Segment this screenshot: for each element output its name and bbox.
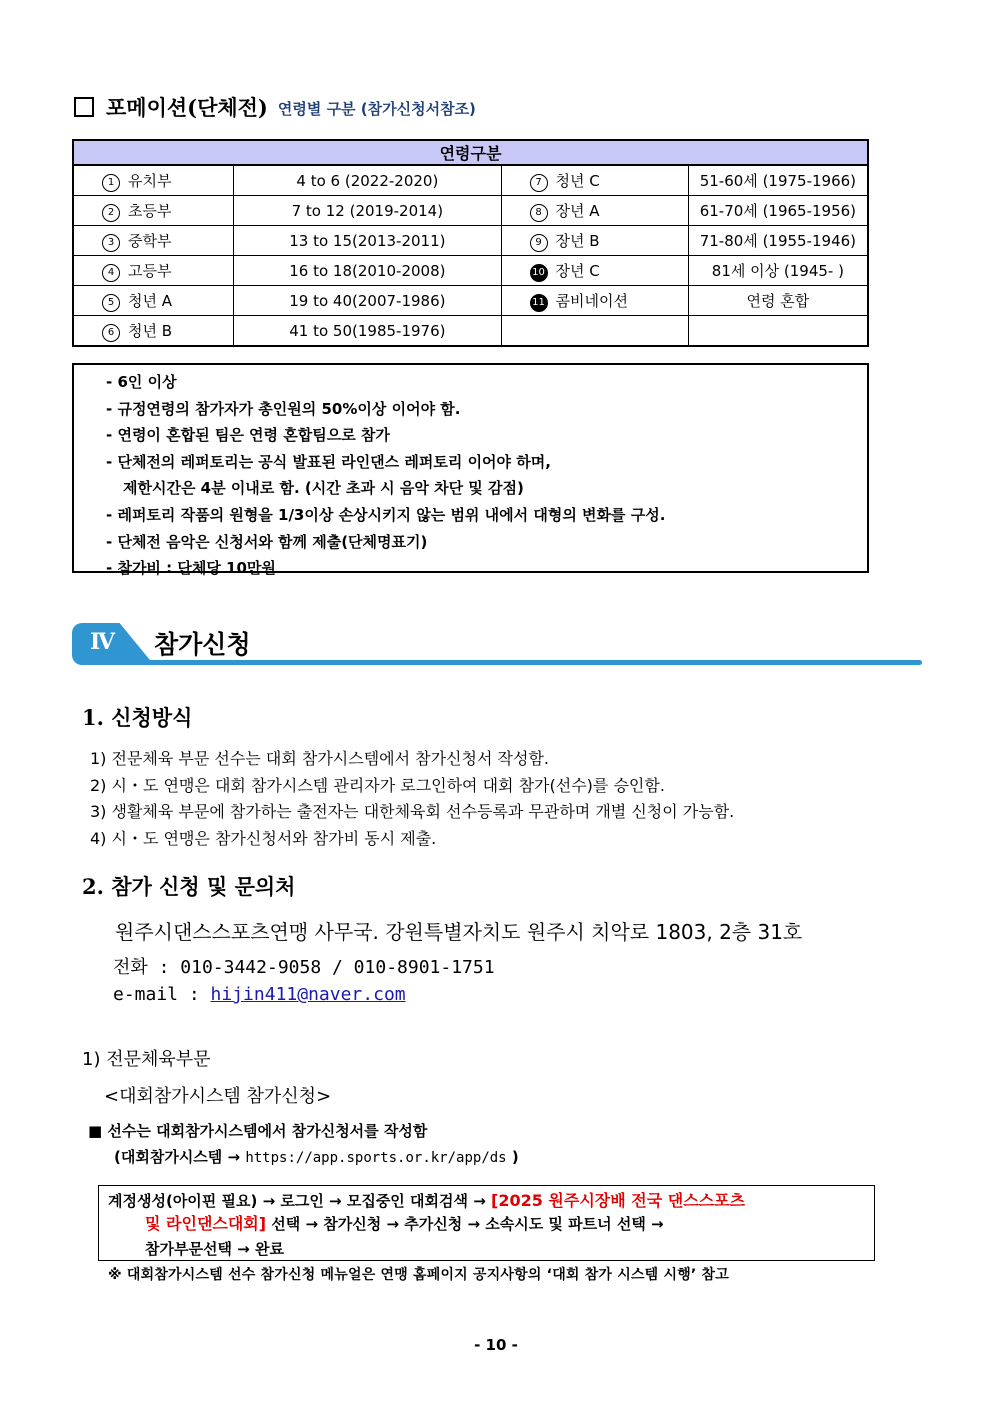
bullet-instruction: ■ 선수는 대회참가시스템에서 참가신청서를 작성함: [88, 1122, 428, 1140]
rule-item: 제한시간은 4분 이내로 함. (시간 초과 시 음악 차단 및 감점): [123, 479, 524, 498]
checkbox-square-icon: [74, 97, 94, 117]
age-range: 연령 혼합: [688, 286, 868, 316]
system-url-line: [114, 1146, 519, 1167]
application-flow-box: [98, 1185, 875, 1261]
table-row: [73, 165, 868, 196]
empty-cell: [688, 316, 868, 347]
age-range: 51-60세 (1975-1966): [688, 165, 868, 196]
circled-number-icon: 4: [102, 264, 120, 282]
age-range: 71-80세 (1955-1946): [688, 226, 868, 256]
age-range: 81세 이상 (1945- ): [688, 256, 868, 286]
section-title: 포메이션(단체전): [106, 95, 268, 120]
email-link[interactable]: hijin411@naver.com: [210, 984, 406, 1005]
flow-steps: 선택 → 참가신청 → 추가신청 → 소속시도 및 파트너 선택 →: [266, 1215, 664, 1233]
list-item: 1) 전문체육 부문 선수는 대회 참가시스템에서 참가신청서 작성함.: [90, 749, 549, 768]
group-name: 유치부: [128, 171, 172, 190]
empty-cell: [501, 316, 688, 347]
flow-line-2: [145, 1211, 664, 1234]
list-item: 4) 시・도 연맹은 참가신청서와 참가비 동시 제출.: [90, 828, 437, 848]
group-name: 청년 B: [128, 321, 173, 340]
system-url-link[interactable]: https://app.sports.or.kr/app/ds: [245, 1150, 507, 1166]
rule-item: - 6인 이상: [106, 373, 177, 391]
chapter-title: 참가신청: [154, 630, 251, 659]
table-row: [73, 286, 868, 316]
page-number: - 10 -: [474, 1336, 518, 1354]
group-name: 콤비네이션: [555, 291, 628, 310]
list-item: 2) 시・도 연맹은 대회 참가시스템 관리자가 로그인하여 대회 참가(선수)를 승인함.: [90, 775, 665, 795]
url-prefix: (대회참가시스템 →: [114, 1148, 246, 1166]
table-row: [73, 196, 868, 226]
age-range: 7 to 12 (2019-2014): [234, 196, 501, 226]
circled-number-icon: 6: [102, 324, 120, 342]
age-range: 19 to 40(2007-1986): [234, 286, 501, 316]
pro-heading: 1) 전문체육부문: [82, 1049, 211, 1070]
rule-item: - 단체전 음악은 신청서와 함께 제출(단체명표기): [106, 532, 428, 551]
rule-item: - 연령이 혼합된 팀은 연령 혼합팀으로 참가: [106, 426, 390, 445]
group-name: 초등부: [128, 201, 172, 220]
circled-number-icon: 11: [530, 294, 548, 312]
age-range: 61-70세 (1965-1956): [688, 196, 868, 226]
age-range: 16 to 18(2010-2008): [234, 256, 501, 286]
event-name: [2025 원주시장배 전국 댄스스포츠: [491, 1191, 746, 1210]
circled-number-icon: 3: [102, 234, 120, 252]
group-name: 장년 B: [555, 231, 600, 250]
section-subtitle: 연령별 구분 (참가신청서참조): [277, 100, 476, 118]
email-label: e-mail :: [113, 984, 211, 1005]
circled-number-icon: 1: [102, 174, 120, 192]
group-name: 장년 C: [555, 261, 600, 280]
list-item: 3) 생활체육 부문에 참가하는 출전자는 대한체육회 선수등록과 무관하며 개별 신청이 가능함.: [90, 802, 735, 821]
circled-number-icon: 5: [102, 294, 120, 312]
method-list: [90, 746, 734, 852]
chapter-banner: [72, 623, 922, 667]
url-suffix: ): [506, 1148, 519, 1166]
flow-line-1: [108, 1188, 745, 1211]
inquiry-heading: 2. 참가 신청 및 문의처: [82, 874, 296, 899]
group-name: 청년 A: [128, 291, 173, 310]
table-header: 연령구분: [73, 140, 868, 165]
group-name: 중학부: [128, 231, 172, 250]
email-line: [113, 984, 406, 1005]
event-name-cont: 및 라인댄스대회]: [145, 1214, 267, 1233]
rule-item: - 레퍼토리 작품의 원형을 1/3이상 손상시키지 않는 범위 내에서 대형의 변화를 구성.: [106, 505, 666, 524]
age-range: 41 to 50(1985-1976): [234, 316, 501, 347]
flow-line-3: 참가부문선택 → 완료: [145, 1240, 284, 1258]
circled-number-icon: 2: [102, 204, 120, 222]
section-heading: [74, 92, 476, 122]
rule-item: - 규정연령의 참가자가 총인원의 50%이상 이어야 함.: [106, 399, 461, 418]
table-row: [73, 226, 868, 256]
rule-item: - 참가비 : 단체당 10만원: [106, 559, 276, 578]
circled-number-icon: 10: [530, 264, 548, 282]
phone-line: 전화 : 010-3442-9058 / 010-8901-1751: [113, 957, 495, 978]
group-name: 장년 A: [555, 201, 600, 220]
chapter-number: Ⅳ: [90, 629, 115, 655]
manual-note: ※ 대회참가시스템 선수 참가신청 메뉴얼은 연맹 홈페이지 공지사항의 ‘대회 참가 시스템 시행’ 참고: [108, 1267, 729, 1283]
age-category-table: [72, 139, 869, 347]
table-row: [73, 256, 868, 286]
age-range: 13 to 15(2013-2011): [234, 226, 501, 256]
method-heading: 1. 신청방식: [82, 705, 193, 730]
circled-number-icon: 7: [530, 174, 548, 192]
age-range: 4 to 6 (2022-2020): [234, 165, 501, 196]
table-row: [73, 316, 868, 347]
circled-number-icon: 9: [530, 234, 548, 252]
rules-box: [72, 363, 869, 578]
system-heading: <대회참가시스템 참가신청>: [104, 1086, 332, 1107]
flow-steps: 계정생성(아이핀 필요) → 로그인 → 모집중인 대회검색 →: [108, 1192, 491, 1210]
office-address: 원주시댄스스포츠연맹 사무국. 강원특별자치도 원주시 치악로 1803, 2층 31호: [115, 920, 803, 944]
rule-item: - 단체전의 레퍼토리는 공식 발표된 라인댄스 레퍼토리 이어야 하며,: [106, 452, 551, 471]
group-name: 청년 C: [555, 171, 600, 190]
group-name: 고등부: [128, 261, 172, 280]
circled-number-icon: 8: [530, 204, 548, 222]
